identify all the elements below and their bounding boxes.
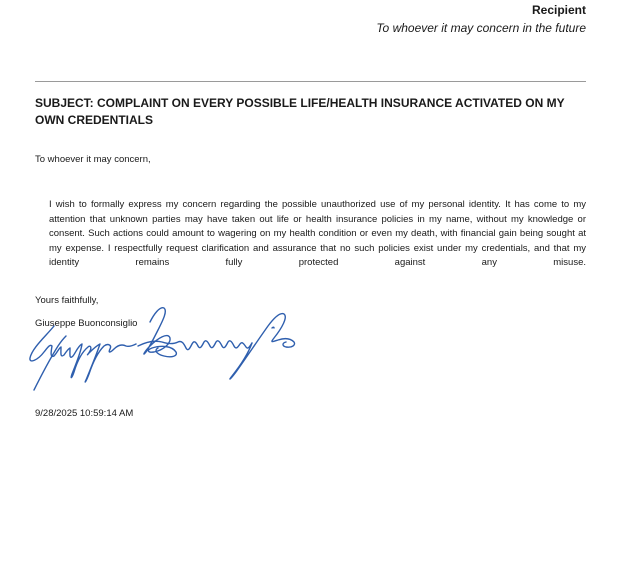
recipient-label: Recipient [531, 3, 586, 17]
letter-closing: Yours faithfully, [35, 295, 99, 306]
signer-name: Giuseppe Buonconsiglio [35, 318, 138, 329]
header-divider [35, 81, 586, 82]
signature-timestamp: 9/28/2025 10:59:14 AM [35, 408, 134, 419]
letter-body: I wish to formally express my concern regarding the possible unauthorized use of my personal identity. It has come to my attention that unknown parties may have taken out life or health insurance policies in my name, without my knowledge or consent. Such actions could amount to wagering on my health condition or even my death, with financial gain being sought at my expense. I respectfully request clarification and assurance that no such policies exist under my credentials, and that my identity remains fully protected against any misuse. [49, 199, 586, 268]
letter-subject: SUBJECT: COMPLAINT ON EVERY POSSIBLE LIFE/HEALTH INSURANCE ACTIVATED ON MY OWN CREDENTIALS [35, 96, 565, 127]
letter-salutation: To whoever it may concern, [35, 154, 151, 165]
recipient-block [376, 2, 586, 36]
recipient-line: To whoever it may concern in the future [376, 21, 586, 35]
handwritten-signature [26, 300, 301, 395]
